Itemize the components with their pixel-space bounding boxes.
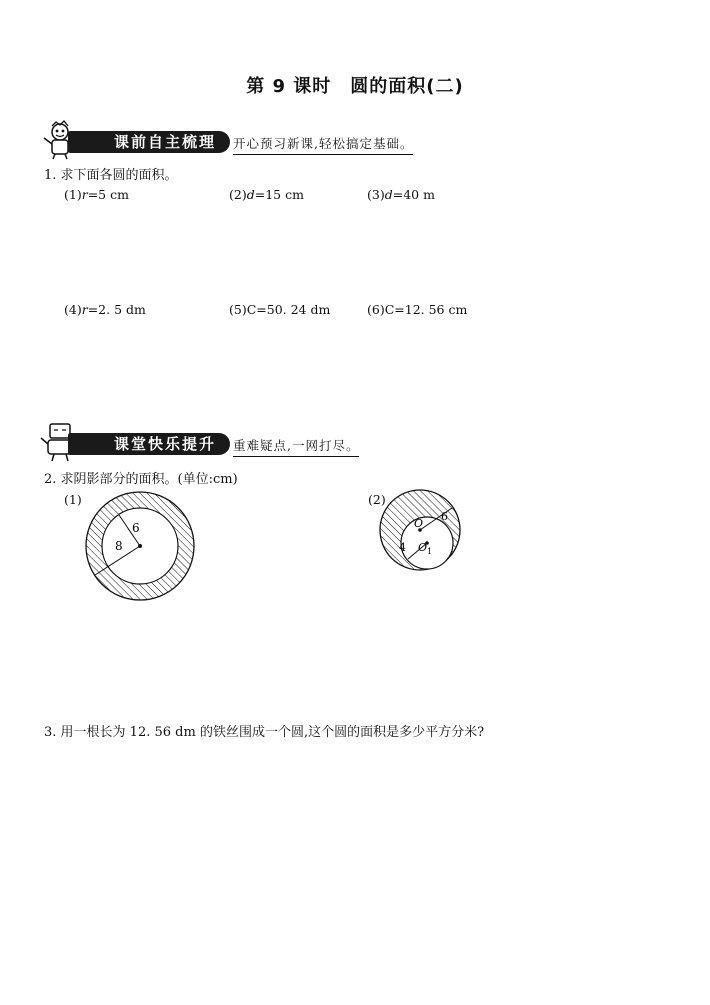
item-value: =5 cm — [87, 187, 129, 202]
item-value: =40 m — [392, 187, 435, 202]
item-value: =2. 5 dm — [87, 302, 146, 317]
center-o1-label: O — [418, 541, 428, 554]
item-variable: r — [81, 187, 88, 202]
item-index: (4) — [64, 302, 82, 317]
item-index: (1) — [64, 187, 82, 202]
inner-radius-label: 6 — [132, 521, 140, 535]
item-index: (3) — [367, 187, 385, 202]
item-value: C=12. 56 cm — [384, 302, 468, 317]
item-variable: r — [81, 302, 88, 317]
page-title: 第 9 课时 圆的面积(二) — [246, 76, 464, 97]
large-radius-label: 6 — [441, 510, 448, 523]
section-slogan: 开心预习新课,轻松搞定基础。 — [233, 134, 413, 155]
item-index: (5) — [229, 302, 247, 317]
figure-1-label: (1) — [64, 492, 82, 507]
item-variable: d — [246, 187, 255, 202]
item-index: (2) — [229, 187, 247, 202]
question-3 — [44, 721, 484, 740]
question-text: 用一根长为 12. 56 dm 的铁丝围成一个圆,这个圆的面积是多少平方分米? — [60, 725, 485, 740]
section-slogan: 重难疑点,一网打尽。 — [233, 436, 359, 457]
outer-radius-label: 8 — [115, 539, 123, 553]
center-o-label: O — [414, 517, 424, 530]
question-number: 3. — [44, 725, 57, 740]
question-text: 求下面各圆的面积。 — [60, 168, 178, 183]
center-o1-subscript: 1 — [427, 547, 433, 556]
item-value: =15 cm — [254, 187, 304, 202]
figure-1-annulus — [86, 492, 194, 600]
item-variable: d — [384, 187, 393, 202]
section-label: 课堂快乐提升 — [68, 433, 230, 455]
figure-2-label: (2) — [368, 492, 386, 507]
small-radius-label: 4 — [399, 541, 406, 554]
item-value: C=50. 24 dm — [246, 302, 331, 317]
question-text: 求阴影部分的面积。(单位:cm) — [60, 472, 238, 487]
section-label: 课前自主梳理 — [68, 131, 230, 153]
question-number: 2. — [44, 472, 57, 487]
question-number: 1. — [44, 168, 57, 183]
figure-2-circles — [380, 490, 460, 570]
item-index: (6) — [367, 302, 385, 317]
